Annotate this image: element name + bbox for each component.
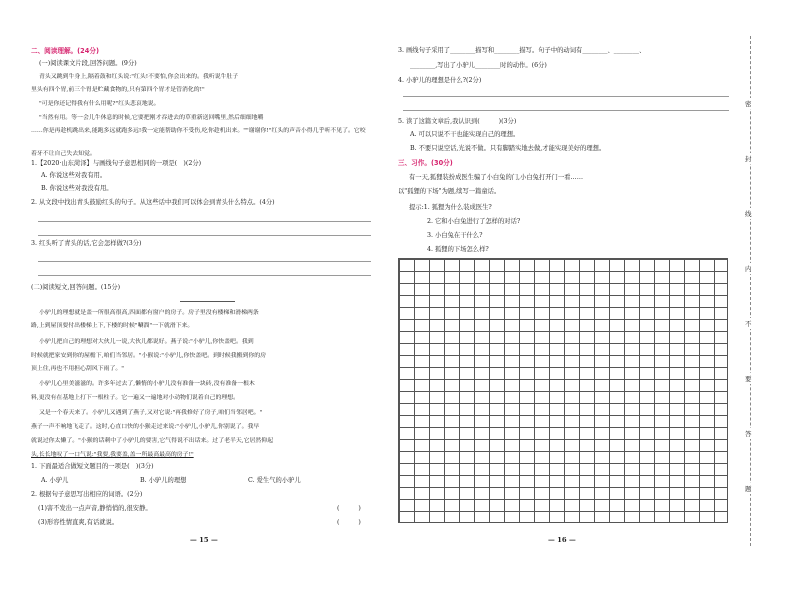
seal-char: 不 <box>745 320 752 328</box>
question-r3: 3. 画线句子采用了________描写和________描写。句子中的动词有________、________、 <box>398 47 646 54</box>
passage2-line: 小驴儿的理想就是盖一所很高很高,四面都有窗户的房子。房子里没有楼梯和滑梯两条 <box>39 310 259 316</box>
writing-prompt-1: 有一天,狐狸装扮成医生骗了小白兔的门,小白兔打开门一看…… <box>409 174 584 181</box>
question-r5-option-a: A. 可以只说不干也能实现自己的理想。 <box>410 131 520 138</box>
question-r5: 5. 读了这篇文章后,我认识到( )(3分) <box>398 118 517 125</box>
answer-line[interactable] <box>38 221 371 222</box>
question-a-option-b: B. 小驴儿的理想 <box>140 477 187 484</box>
passage1-intro: (一)阅读课文片段,回答问题。(9分) <box>39 60 137 67</box>
seal-char: 题 <box>745 485 752 493</box>
seal-dashed-line <box>750 36 751 546</box>
passage1-line: 着牙不让自己失去知觉。 <box>31 151 96 157</box>
question-1: 1.【2020·山东菏泽】与画线句子意思相同的一项是( )(2分) <box>31 160 202 167</box>
answer-line[interactable] <box>38 235 371 236</box>
seal-line-strip <box>742 0 760 589</box>
passage2-line: 时候就把家安到你的屋檐下,咱们当邻居。"小猴说:"小驴儿,你快盖吧。到时候我搬到你的房 <box>31 353 266 359</box>
passage2-line: 顶上住,再也不用担心刮风下雨了。" <box>31 366 124 372</box>
passage2-line: 小驴儿心里美滋滋的。许多年过去了,懒惰的小驴儿没有准备一块砖,没有准备一根木 <box>39 381 255 387</box>
composition-grid[interactable] <box>398 258 728 523</box>
seal-char: 线 <box>745 210 752 218</box>
question-r4: 4. 小驴儿的理想是什么?(2分) <box>398 77 482 84</box>
writing-hint-2: 2. 它和小白兔进行了怎样的对话? <box>427 218 521 225</box>
section-title-writing: 三、习作。(30分) <box>398 159 453 167</box>
question-a: 1. 下面最适合做短文题目的一项是( )(3分) <box>31 463 154 470</box>
question-r5-option-b: B. 不要只说空话,光说不做。只有脚踏实地去做,才能实现美好的理想。 <box>410 145 606 152</box>
seal-char: 密 <box>745 100 752 108</box>
answer-paren[interactable]: ( ) <box>337 519 361 526</box>
passage2-line: 料,更没有在基地上打下一根柱子。它一遍又一遍地对小动物们说着自己的理想。 <box>31 395 240 401</box>
question-r3-cont: ________,写出了小驴儿________时的动作。(6分) <box>410 62 547 69</box>
page-number-left: — 15 — <box>190 536 218 544</box>
writing-hint-3: 3. 小白兔在干什么? <box>427 232 483 239</box>
answer-paren[interactable]: ( ) <box>337 505 361 512</box>
seal-char: 封 <box>745 155 752 163</box>
passage2-line: 又是一个春天来了。小驴儿又遇到了燕子,又对它说:"再我修好了房子,咱们当邻居吧。" <box>39 410 263 416</box>
answer-line[interactable] <box>403 96 729 97</box>
seal-char: 要 <box>745 375 752 383</box>
passage2-underlined-line: 头,长长地叹了一口气说:"我要,我要盖,盖一所最高最高的房子!" <box>31 452 194 458</box>
question-a-option-a: A. 小驴儿 <box>41 477 69 484</box>
answer-line[interactable] <box>38 261 371 262</box>
passage1-line: ……你是再趁机跳出来,能跑多远就跑多远!我一定能帮助你不受伤,吃你趁机出来。""谢谢你!"红头的声音小得几乎听不见了。它咬 <box>31 128 366 134</box>
section-title-reading: 二、阅读理解。(24分) <box>31 47 99 55</box>
question-1-option-a: A. 你说这些对我有用。 <box>41 172 107 179</box>
question-2: 2. 从文段中找出青头鼓励红头的句子。从这些话中我们可以体会到青头什么特点。(4分) <box>31 199 275 206</box>
page-number-right: — 16 — <box>548 536 576 544</box>
question-1-option-b: B. 你说这些对我没有用。 <box>41 185 113 192</box>
passage2-line: 小驴儿把自己的理想对大伙儿一说,大伙儿都说好。燕子说:"小驴儿,你快盖吧。我到 <box>39 339 254 345</box>
passage2-line: 燕子一声不响地飞走了。这时,心直口快的小猴走过来说:"小驴儿,小驴儿,你别说了。我早 <box>31 424 260 430</box>
writing-hint-4: 4. 狐狸的下场怎么样? <box>427 246 489 253</box>
title-blank-line[interactable] <box>180 301 235 302</box>
passage1-line: 里头有四个胃,前三个胃是贮藏食物的,只有第四个胃才是管消化的!" <box>31 87 205 93</box>
answer-line[interactable] <box>403 110 729 111</box>
writing-hint-1: 提示:1. 狐狸为什么装成医生? <box>409 204 492 211</box>
passage1-line: 青头又跳到牛身上,隔着鼓和红头说:"红头!不要怕,你会出来的。我听说牛肚子 <box>39 74 239 80</box>
seal-char: 答 <box>745 430 752 438</box>
question-b-item-1: (1)害不发出一点声音,静悄悄的,很安静。 <box>38 505 152 512</box>
answer-line[interactable] <box>38 275 371 276</box>
question-b-item-2: (3)形容性情直爽,有话就说。 <box>38 519 119 526</box>
passage2-line: 就说过你太懒了。"小猴的话刺中了小驴儿的要害,它气得说不出话来。过了老半天,它居然仰起 <box>31 438 274 444</box>
passage1-line: "当然有用。等一会儿牛休息的时候,它要把刚才吞进去的草重新送回嘴里,然后细细地嚼 <box>39 115 264 121</box>
passage1-line: "可是你还记得我有什么用呢?"红头悲哀地说。 <box>39 101 160 107</box>
question-b: 2. 根据句子意思写出相应的词语。(2分) <box>31 491 143 498</box>
passage2-intro: (二)阅读短文,回答问题。(15分) <box>31 284 121 291</box>
passage2-line: 路,上到屋顶要付出楼梯上下,下楼的时候"唰溜"一下就滑下来。 <box>31 323 194 329</box>
writing-prompt-2: 以"狐狸的下场"为题,续写一篇童话。 <box>398 188 501 195</box>
question-3: 3. 红头听了青头的话,它会怎样做?(3分) <box>31 240 142 247</box>
seal-char: 内 <box>745 265 752 273</box>
question-a-option-c: C. 爱生气的小驴儿 <box>248 477 301 484</box>
